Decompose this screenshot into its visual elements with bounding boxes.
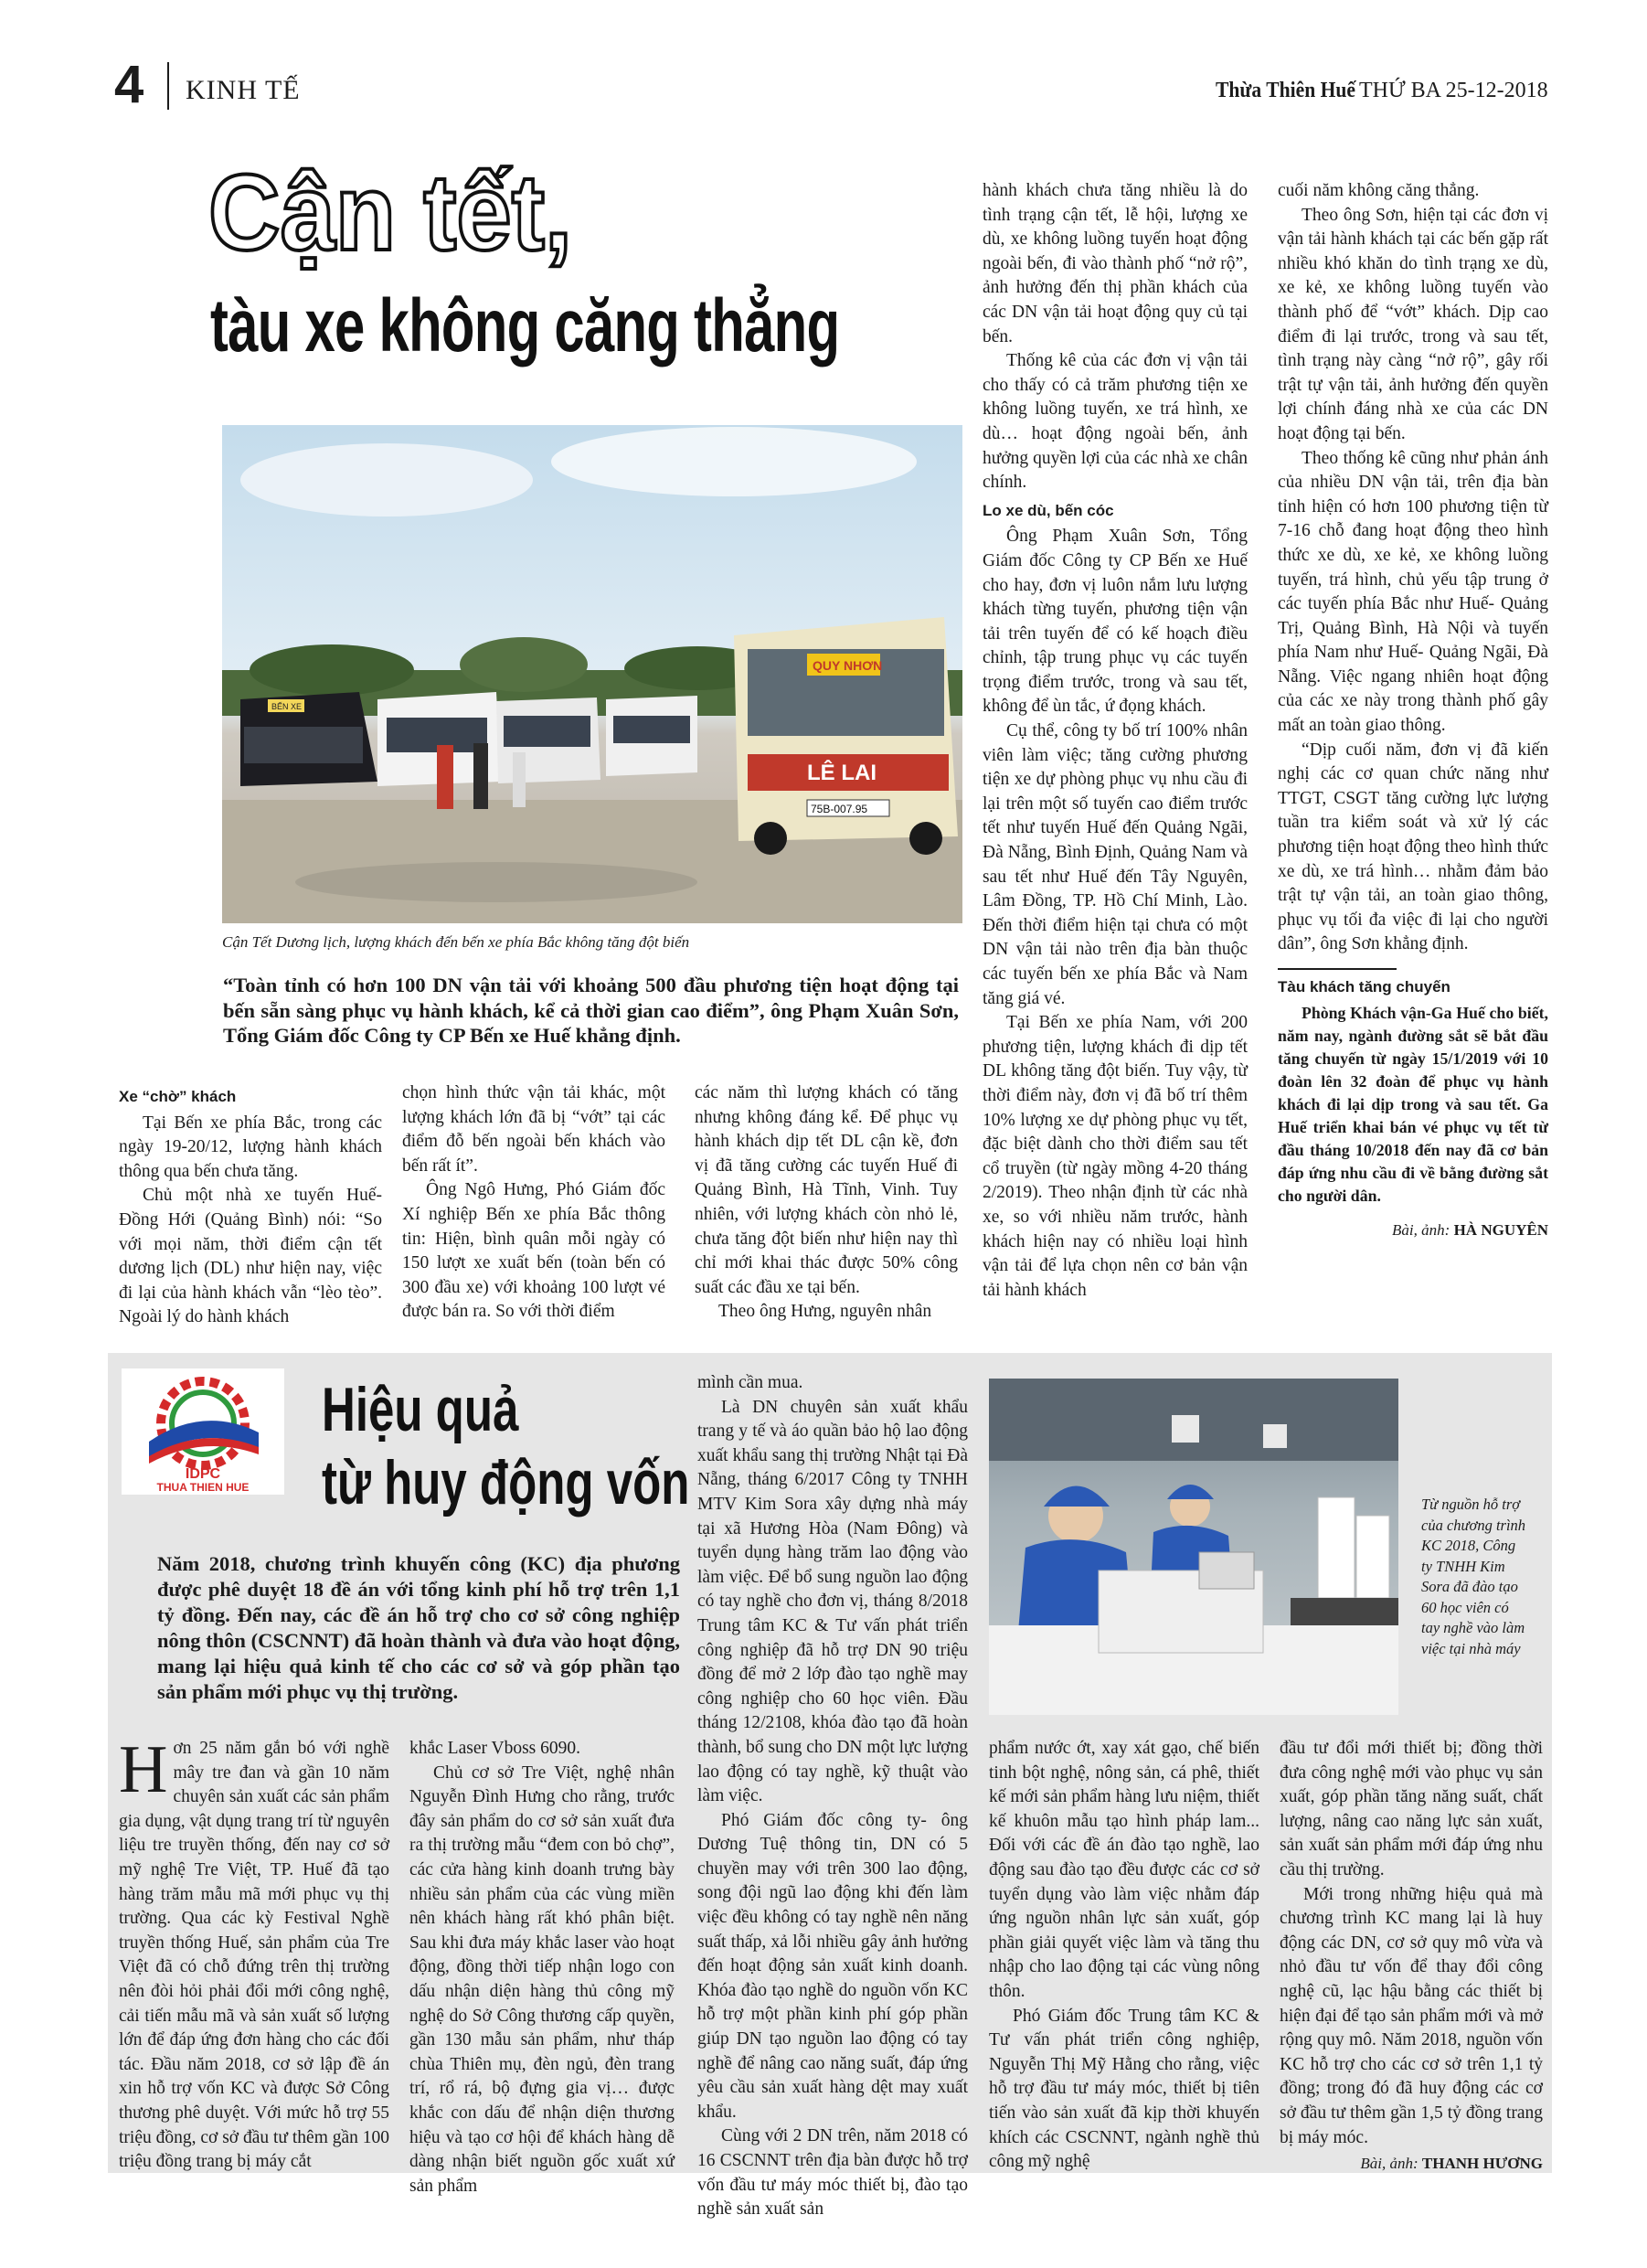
paragraph: Phòng Khách vận-Ga Huế cho biết, năm nay, ngành đường sắt sẽ bắt đầu tăng chuyến từ ngày 15/1/2019 với 10 đoàn lên 32 đoàn để phục vụ hành khách đi lại dịp trong và sau tết. Ga Huế triển khai bán vé phục vụ tết từ đầu tháng 10/2018 đến nay đã cơ bản đáp ứng nhu cầu đi về bằng đường sắt cho người dân. <box>1278 1003 1548 1205</box>
paragraph: Tại Bến xe phía Bắc, trong các ngày 19-20/12, lượng hành khách thông qua bến chưa tăng. <box>119 1113 382 1181</box>
idpc-logo <box>122 1368 284 1495</box>
paragraph: các năm thì lượng khách có tăng nhưng không đáng kể. Để phục vụ hành khách dịp tết DL cận kề, đơn vị đã tăng cường các tuyến Huế đi Quảng Bình, Hà Tĩnh, Vinh. Tuy nhiên, với lượng khách còn nhỏ lẻ, chưa tăng đột biến như hiện nay thì chỉ mới khai thác được 50% công suất các đầu xe tại bến. <box>695 1083 958 1297</box>
paragraph: cuối năm không căng thẳng. <box>1278 181 1480 200</box>
article1-column-5 <box>1278 179 1548 1242</box>
byline-author: THANH HƯƠNG <box>1421 2155 1543 2173</box>
article2-lead: Năm 2018, chương trình khuyến công (KC) địa phương được phê duyệt 18 đề án với tổng kinh phí hỗ trợ trên 1,1 tỷ đồng. Đến nay, các đề án hỗ trợ cho cơ sở công nghiệp nông thôn (CSCNNT) đã hoàn thành và đưa vào hoạt động, mang lại hiệu quả kinh tế cho các cơ sở và góp phần tạo sản phẩm mới phục vụ thị trường. <box>157 1552 680 1703</box>
article1-column-3 <box>695 1081 958 1325</box>
subhead-xe-cho-khach: Xe “chờ” khách <box>119 1088 237 1105</box>
logo-text-place: THUA THIEN HUE <box>156 1481 250 1494</box>
article2-title-line2: từ huy động vốn <box>322 1448 690 1517</box>
bus-station-photo <box>222 425 962 923</box>
article2-column-b <box>409 1737 675 2199</box>
paragraph: Ông Ngô Hưng, Phó Giám đốc Xí nghiệp Bến xe phía Bắc thông tin: Hiện, bình quân mỗi ngày có 150 lượt xe xuất bến (toàn bến có 300 đầu xe) với khoảng 100 lượt vé được bán ra. So với thời điểm <box>402 1180 665 1322</box>
article1-byline <box>1278 1219 1548 1243</box>
paragraph: đầu tư đổi mới thiết bị; đồng thời đưa công nghệ mới vào phục vụ sản xuất, góp phần tăng năng suất, chất lượng, nâng cao năng lực sản xuất, sản xuất sản phẩm mới đáp ứng nhu cầu thị trường. <box>1280 1739 1543 1879</box>
factory-photo <box>989 1379 1398 1715</box>
section-label: KINH TẾ <box>186 75 301 105</box>
article2-photo-caption: Từ nguồn hỗ trợ của chương trình KC 2018, Công ty TNHH Kim Sora đã đào tạo 60 học viên có tay nghề vào làm việc tại nhà máy <box>1421 1496 1526 1657</box>
paragraph <box>119 1732 390 2175</box>
paragraph: mình cần mua. <box>697 1373 803 1392</box>
subhead-lo-xe-du: Lo xe dù, bến cóc <box>983 501 1114 519</box>
bus-station-illustration <box>222 425 962 923</box>
byline-prefix: Bài, ảnh: <box>1360 2155 1419 2173</box>
drop-cap: H <box>119 1732 168 1807</box>
article1-title-line2: tàu xe không căng thẳng <box>210 284 840 367</box>
logo-text-idpc: IDPC <box>185 1466 221 1482</box>
sewing-workers-illustration <box>989 1379 1398 1715</box>
article1-title-line1: Cận tết, <box>208 153 573 273</box>
issue-date: THỨ BA 25-12-2018 <box>1359 79 1548 102</box>
article2-column-c <box>697 1371 968 2222</box>
paragraph: Cụ thể, công ty bố trí 100% nhân viên làm việc; tăng cường phương tiện xe dự phòng phục vụ nhu cầu đi lại trên một số tuyến cao điểm trước tết như tuyến Huế đến Quảng Ngãi, Đà Nẵng, Bình Định, Quảng Nam và sau tết như Huế đến Tây Nguyên, Lâm Đồng, TP. Hồ Chí Minh, Lào. Đến thời điểm hiện tại chưa có một DN vận tải nào trên địa bàn thuộc các tuyến bến xe phía Bắc và Nam tăng giá vé. <box>983 721 1248 1008</box>
paragraph: hành khách chưa tăng nhiều là do tình trạng cận tết, lễ hội, lượng xe dù, xe không luồng tuyến hoạt động ngoài bến, đi vào thành phố “nở rộ”, ảnh hưởng đến thị phần khách của các DN vận tải hoạt động quy củ tại bến. <box>983 181 1248 346</box>
paragraph: Chủ cơ sở Tre Việt, nghệ nhân Nguyễn Đình Hưng cho rằng, trước đây sản phẩm do cơ sở sản xuất đưa ra thị trường mẫu “đem con bỏ chợ”, các cửa hàng kinh doanh trưng bày nhiều sản phẩm của các vùng miền nên khách hàng rất khó phân biệt. Sau khi đưa máy khắc laser vào hoạt động, đồng thời tiếp nhận logo con dấu nhận diện hàng thủ công mỹ nghệ do Sở Công thương cấp quyền, gần 130 mẫu sản phẩm, như tháp chùa Thiên mụ, đèn ngủ, đèn trang trí, rổ rá, bộ đựng gia vị… được khắc con dấu để nhận diện thương hiệu và tạo cơ hội để khách hàng dễ dàng nhận biết nguồn gốc xuất xứ sản phẩm <box>409 1762 675 2196</box>
paragraph: Tại Bến xe phía Nam, với 200 phương tiện, lượng khách đi dịp tết DL không tăng đột biến. Tuy vậy, từ thời điểm này, đơn vị đã bố trí thêm 10% lượng xe dự phòng phục vụ tết, đặc biệt dành cho thời điểm sau tết cổ truyền (từ ngày mồng 4-20 tháng 2/2019). Theo nhận định từ các nhà xe, so với nhiều năm trước, hành khách hiện nay có nhiều loại hình vận tải để lựa chọn nên cơ bản vận tải hành khách <box>983 1013 1248 1300</box>
photo-bus-name: LÊ LAI <box>807 761 877 785</box>
article1-column-2 <box>402 1081 665 1325</box>
subhead-rule <box>1278 968 1397 970</box>
article2-byline <box>1280 2152 1543 2177</box>
paragraph: Phó Giám đốc Trung tâm KC & Tư vấn phát triển công nghiệp, Nguyễn Thị Mỹ Hằng cho rằng, việc hỗ trợ đầu tư máy móc, thiết bị tiên tiến vào sản xuất đã kịp thời khuyến khích các CSCNNT, ngành nghề thủ công mỹ nghệ <box>989 2006 1259 2172</box>
paragraph: Chủ một nhà xe tuyến Huế- Đồng Hới (Quảng Bình) nói: “So với mọi năm, thời điểm cận tết dương lịch (DL) như hiện nay, việc đi lại của hành khách vẫn “lèo tèo”. Ngoài lý do hành khách <box>119 1186 382 1327</box>
article1-lead-quote: “Toàn tỉnh có hơn 100 DN vận tải với khoảng 500 đầu phương tiện hoạt động tại bến sẵn sàng phục vụ hành khách, kể cả thời gian cao điểm”, ông Phạm Xuân Sơn, Tổng Giám đốc Công ty CP Bến xe Huế khẳng định. <box>223 974 959 1047</box>
paragraph: “Dịp cuối năm, đơn vị đã kiến nghị các cơ quan chức năng như TTGT, CSGT tăng cường lực lượng tuần tra kiểm soát và xử lý các phương tiện hoạt động theo hình thức xe dù, xe trá hình… nhằm đảm bảo trật tự vận tải, an toàn giao thông, phục vụ tối đa việc đi lại cho người dân”, ông Sơn khẳng định. <box>1278 740 1548 954</box>
subhead-tau-khach: Tàu khách tăng chuyến <box>1278 978 1450 996</box>
photo-plate: 75B-007.95 <box>811 803 868 815</box>
byline-prefix: Bài, ảnh: <box>1392 1220 1450 1239</box>
photo-bus-banner: QUY NHƠN <box>813 658 883 673</box>
page-number: 4 <box>114 55 144 114</box>
header-divider <box>167 62 169 110</box>
article1-column-4 <box>983 179 1248 1303</box>
paragraph: Theo ông Hưng, nguyên nhân <box>718 1302 932 1322</box>
paragraph: Ông Phạm Xuân Sơn, Tổng Giám đốc Công ty CP Bến xe Huế cho hay, đơn vị luôn nắm lưu lượng khách từng tuyến, phương tiện vận tải trên tuyến để có kế hoạch điều chỉnh, tập trung phục vụ các tuyến trọng điểm trước, trong và sau tết, không để ùn tắc, ứ đọng khách. <box>983 527 1248 717</box>
article1-photo-caption: Cận Tết Dương lịch, lượng khách đến bến xe phía Bắc không tăng đột biến <box>222 933 690 951</box>
paragraph: chọn hình thức vận tải khác, một lượng khách lớn đã bị “vớt” tại các điểm đỗ bến ngoài bến khách vào bến rất ít”. <box>402 1083 665 1176</box>
paragraph: Mới trong những hiệu quả mà chương trình KC mang lại là huy động các DN, cơ sở quy mô vừa và nhỏ đầu tư vốn để thay đổi công nghệ cũ, lạc hậu bằng các thiết bị hiện đại để tạo sản phẩm mới và mở rộng quy mô. Năm 2018, nguồn vốn KC hỗ trợ cho các cơ sở trên 1,1 tỷ đồng; trong đó đã huy động các cơ sở đầu tư thêm gần 1,5 tỷ đồng trang bị máy móc. <box>1280 1884 1543 2147</box>
paragraph: Phó Giám đốc công ty- ông Dương Tuệ thông tin, DN có 5 chuyền may với trên 300 lao động, song đội ngũ lao động khi đến làm việc đều không có tay nghề nên năng suất thấp, xả lỗi nhiều gây ảnh hưởng đến hoạt động sản xuất kinh doanh. Khóa đào tạo nghề do nguồn vốn KC hỗ trợ một phần kinh phí góp phần giúp DN tạo nguồn lao động có tay nghề để nâng cao năng suất, đáp ứng yêu cầu sản xuất hàng dệt may xuất khẩu. <box>697 1810 968 2122</box>
byline-author: HÀ NGUYÊN <box>1453 1220 1548 1239</box>
paragraph: phẩm nước ớt, xay xát gạo, chế biến tinh bột nghệ, nông sản, cá phê, thiết kế mới sản phẩm hàng lưu niệm, thiết kế khuôn mẫu tạo hình pháp lam... Đối với các đề án đào tạo nghề, lao động sau đào tạo đều được các cơ sở tuyển dụng vào làm việc nhằm đáp ứng nguồn nhân lực sản xuất, góp phần giải quyết việc làm và tăng thu nhập cho lao động tại các vùng nông thôn. <box>989 1739 1259 2001</box>
paragraph: khắc Laser Vboss 6090. <box>409 1739 581 1758</box>
article2-column-a <box>119 1732 390 2175</box>
paragraph-text: ơn 25 năm gắn bó với nghề mây tre đan và gần 10 năm chuyên sản xuất các sản phẩm gia dụng, vật dụng trang trí từ nguyên liệu tre truyền thống, đến nay cơ sở mỹ nghệ Tre Việt, TP. Huế đã tạo hàng trăm mẫu mã mới phục vụ thị trường. Qua các kỳ Festival Nghề truyền thống Huế, sản phẩm của Tre Việt đã có chỗ đứng trên thị trường nên đòi hỏi phải đổi mới công nghệ, cải tiến mẫu mã và sản xuất số lượng lớn để đáp ứng đơn hàng cho các đối tác. Đầu năm 2018, cơ sở lập đề án xin hỗ trợ vốn KC và được Sở Công thương phê duyệt. Với mức hỗ trợ 55 triệu đồng, cơ sở đầu tư thêm gần 100 triệu đồng trang bị máy cắt <box>119 1739 390 2172</box>
page-header <box>114 57 1554 113</box>
article2-column-d <box>989 1737 1259 2175</box>
gear-logo-icon <box>122 1368 284 1495</box>
article1-column-1 <box>119 1081 382 1330</box>
paragraph: Thống kê của các đơn vị vận tải cho thấy có cả trăm phương tiện xe không luồng tuyến, xe trá hình, xe dù… hoạt động ngoài bến, ảnh hưởng quyền lợi của các nhà xe chân chính. <box>983 351 1248 493</box>
paragraph: Theo thống kê cũng như phản ánh của nhiều DN vận tải, trên địa bàn tỉnh hiện có hơn 100 phương tiện từ 7-16 chỗ đang hoạt động theo hình thức xe dù, xe kẻ, xe không luồng tuyến, trá hình, chủ yếu tập trung ở các tuyến phía Bắc như Huế- Quảng Trị, Quảng Bình, Hà Nội và tuyến phía Nam như Huế- Quảng Ngãi, Đà Nẵng. Việc ngang nhiên hoạt động của các xe này trong thành phố gây mất an toàn giao thông. <box>1278 448 1548 736</box>
article2-title-line1: Hiệu quả <box>322 1375 519 1444</box>
article2-column-e <box>1280 1737 1543 2177</box>
paragraph: Là DN chuyên sản xuất khẩu trang y tế và áo quần bảo hộ lao động xuất khẩu sang thị trường Nhật tại Đà Nẵng, tháng 6/2017 Công ty TNHH MTV Kim Sora xây dựng nhà máy tại xã Hương Hòa (Nam Đông) và tuyển dụng hàng trăm lao động vào làm việc. Để bổ sung nguồn lao động có tay nghề cho đơn vị, tháng 8/2018 Trung tâm KC & Tư vấn phát triển công nghiệp đã hỗ trợ DN 90 triệu đồng để mở 2 lớp đào tạo nghề may công nghiệp cho 60 học viên. Đầu tháng 12/2108, khóa đào tạo đã hoàn thành, bổ sung cho DN một lực lượng lao động có tay nghề, kỹ thuật vào làm việc. <box>697 1397 968 1806</box>
paper-name: Thừa Thiên Huế <box>1216 79 1356 102</box>
photo-sign-left: BẾN XE <box>271 702 303 711</box>
paragraph: Theo ông Sơn, hiện tại các đơn vị vận tải hành khách tại các bến gặp rất nhiều khó khăn do tình trạng xe dù, xe kẻ, xe không luồng tuyến vào thành phố để “vớt” khách. Dịp cao điểm đi lại trước, trong và sau tết, tình trạng này càng “nở rộ”, gây rối trật tự vận tải, ảnh hưởng đến quyền lợi chính đáng nhà xe của các DN hoạt động tại bến. <box>1278 205 1548 443</box>
paragraph: Cùng với 2 DN trên, năm 2018 có 16 CSCNNT trên địa bàn được hỗ trợ vốn đầu tư máy móc thiết bị, đào tạo nghề sản xuất sản <box>697 2126 968 2220</box>
